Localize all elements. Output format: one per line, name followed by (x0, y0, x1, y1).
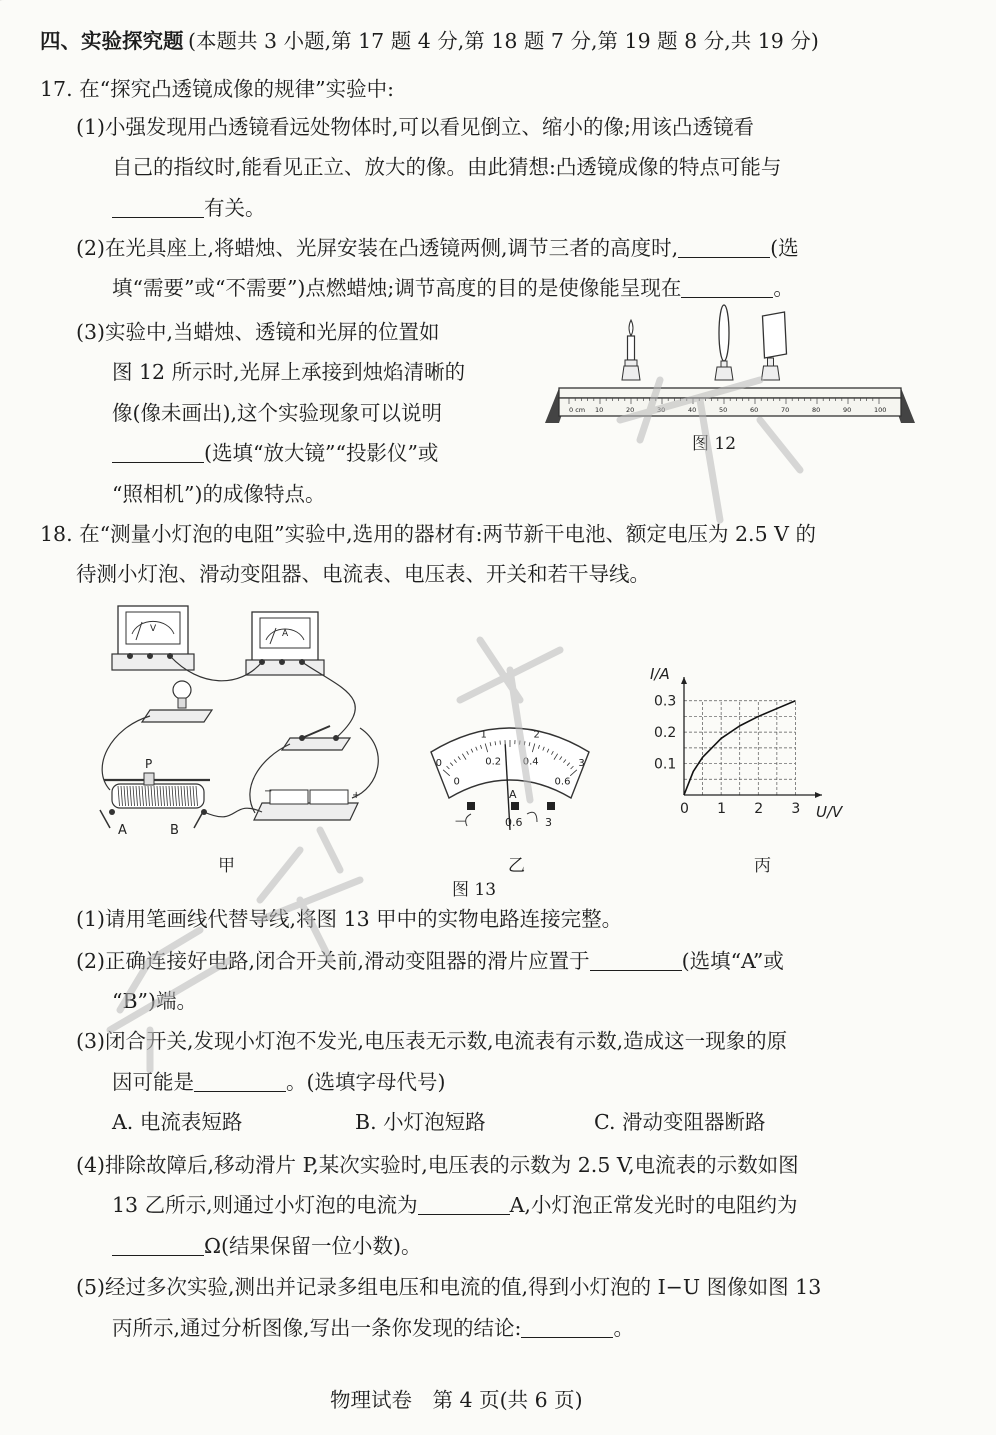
figure-13-sub-bing: 丙 (754, 856, 771, 876)
x-tick-label: 1 (717, 801, 727, 817)
ruler-label: 80 (812, 406, 821, 414)
ruler-label: 10 (595, 406, 604, 414)
svg-text:A: A (118, 823, 127, 838)
ruler-label: 30 (657, 406, 666, 414)
ammeter (246, 612, 324, 675)
dial-top-label: 1 (480, 729, 487, 741)
dial-bottom-label: 0.6 (554, 776, 571, 788)
option-b: B. 小灯泡短路 (355, 1110, 486, 1134)
svg-text:3: 3 (545, 816, 552, 829)
x-tick-label: 3 (791, 801, 801, 817)
q18-p3-line1: (3)闭合开关,发现小灯泡不发光,电压表无示数,电流表有示数,造成这一现象的原 (76, 1029, 788, 1053)
ruler-label: 50 (719, 406, 728, 414)
q17-p2-line2: 填“需要”或“不需要”)点燃蜡烛;调节高度的目的是使像能呈现在 。 (112, 276, 794, 300)
q18-stem-line2: 待测小灯泡、滑动变阻器、电流表、电压表、开关和若干导线。 (76, 562, 650, 586)
chart-grid (684, 701, 795, 795)
figure-13-caption: 图 13 (452, 880, 497, 900)
q18-p3-line2: 因可能是 。(选填字母代号) (112, 1070, 446, 1094)
svg-text:+: + (352, 790, 361, 801)
svg-text:A: A (509, 788, 517, 801)
q18-p4-line1: (4)排除故障后,移动滑片 P,某次实验时,电压表的示数为 2.5 V,电流表的示数如图 (76, 1153, 799, 1177)
candle (622, 320, 640, 380)
q17-p1-line2: 自己的指纹时,能看见正立、放大的像。由此猜想:凸透镜成像的特点可能与 (112, 155, 782, 179)
q18-p5-line1: (5)经过多次实验,测出并记录多组电压和电流的值,得到小灯泡的 I−U 图像如图 13 (76, 1275, 822, 1299)
dial-top-label: 3 (578, 757, 585, 769)
svg-text:V: V (150, 624, 157, 634)
answer-blank[interactable] (112, 199, 204, 218)
svg-text:安徽中考: 安徽中考 (0, 0, 4, 1)
q18-p4-line2: 13 乙所示,则通过小灯泡的电流为 A,小灯泡正常发光时的电阻约为 (112, 1193, 798, 1217)
answer-blank[interactable] (194, 1073, 286, 1092)
q17-p1-line1: (1)小强发现用凸透镜看远处物体时,可以看见倒立、缩小的像;用该凸透镜看 (76, 115, 754, 139)
voltmeter (112, 606, 194, 670)
switch (282, 726, 350, 750)
figure-12-caption: 图 12 (692, 434, 737, 454)
ruler-label: 20 (626, 406, 635, 414)
x-tick-label: 2 (754, 801, 764, 817)
dial-bottom-label: 0.4 (522, 756, 539, 768)
x-tick-label: 0 (680, 801, 689, 817)
figure-13-iu-chart (640, 660, 860, 840)
answer-blank[interactable] (112, 1237, 204, 1256)
convex-lens (715, 305, 733, 380)
dial-top-label: 2 (533, 729, 540, 741)
q17-p3-line4: (选填“放大镜”“投影仪”或 (112, 443, 438, 464)
q18-p4-line3: Ω(结果保留一位小数)。 (112, 1236, 422, 1257)
option-c: C. 滑动变阻器断路 (594, 1110, 766, 1134)
q18-p2-line2: “B”)端。 (112, 989, 198, 1013)
q17-p1-line3: 有关。 (112, 198, 266, 219)
ruler-label: 90 (843, 406, 852, 414)
y-axis-label: I/A (650, 665, 670, 683)
figure-12-optical-bench (545, 318, 915, 428)
y-tick-label: 0.3 (654, 693, 677, 710)
y-tick-label: 0.1 (654, 756, 677, 773)
answer-blank[interactable] (678, 239, 770, 258)
dial-bottom-label: 0.2 (485, 756, 502, 768)
dial-top-label: 0 (435, 757, 443, 769)
svg-text:B: B (170, 823, 179, 838)
q17-p3-line1: (3)实验中,当蜡烛、透镜和光屏的位置如 (76, 320, 440, 344)
svg-text:A: A (282, 629, 289, 639)
light-screen (762, 312, 787, 380)
q17-p3-line2: 图 12 所示时,光屏上承接到烛焰清晰的 (112, 360, 466, 384)
svg-text:−: − (264, 786, 273, 797)
q17-p3-line3: 像(像未画出),这个实验现象可以说明 (112, 401, 443, 425)
figure-13-ammeter-dial (425, 710, 595, 830)
q17-p2-line1: (2)在光具座上,将蜡烛、光屏安装在凸透镜两侧,调节三者的高度时, (选 (76, 236, 799, 260)
option-a: A. 电流表短路 (112, 1110, 243, 1134)
section-title: 四、实验探究题 (40, 29, 184, 53)
ruler-label: 70 (781, 406, 790, 414)
answer-blank[interactable] (418, 1196, 510, 1215)
svg-text:0.6: 0.6 (505, 816, 523, 829)
answer-blank[interactable] (681, 279, 773, 298)
section-info: (本题共 3 小题,第 17 题 4 分,第 18 题 7 分,第 19 题 8 分,共 19 分) (188, 29, 819, 53)
svg-text:P: P (145, 757, 153, 771)
y-tick-label: 0.2 (654, 725, 677, 742)
q18-stem-line1: 18. 在“测量小灯泡的电阻”实验中,选用的器材有:两节新干电池、额定电压为 2.5 V 的 (40, 522, 816, 546)
dial-bottom-label: 0 (453, 776, 460, 788)
svg-text:—: — (455, 814, 466, 827)
q18-p1: (1)请用笔画线代替导线,将图 13 甲中的实物电路连接完整。 (76, 907, 623, 931)
q18-p2-line1: (2)正确连接好电路,闭合开关前,滑动变阻器的滑片应置于 (选填“A”或 (76, 949, 784, 973)
page-footer: 物理试卷 第 4 页(共 6 页) (330, 1388, 583, 1412)
ruler-label: 40 (688, 406, 697, 414)
figure-13-circuit (90, 598, 390, 848)
rheostat (100, 757, 210, 838)
ruler-label: 100 (874, 406, 887, 414)
q17-p3-line5: “照相机”)的成像特点。 (112, 482, 326, 506)
figure-13-sub-jia: 甲 (218, 856, 235, 876)
q18-p5-line2: 丙所示,通过分析图像,写出一条你发现的结论: 。 (112, 1316, 634, 1340)
x-axis-label: U/V (816, 803, 843, 821)
answer-blank[interactable] (112, 444, 204, 463)
ruler-label: 0 cm (569, 406, 586, 414)
answer-blank[interactable] (590, 952, 682, 971)
figure-13-sub-yi: 乙 (508, 856, 525, 876)
answer-blank[interactable] (521, 1319, 613, 1338)
light-bulb (142, 681, 212, 722)
battery-pack (254, 786, 360, 820)
q17-stem: 17. 在“探究凸透镜成像的规律”实验中: (40, 77, 394, 101)
ruler-label: 60 (750, 406, 759, 414)
